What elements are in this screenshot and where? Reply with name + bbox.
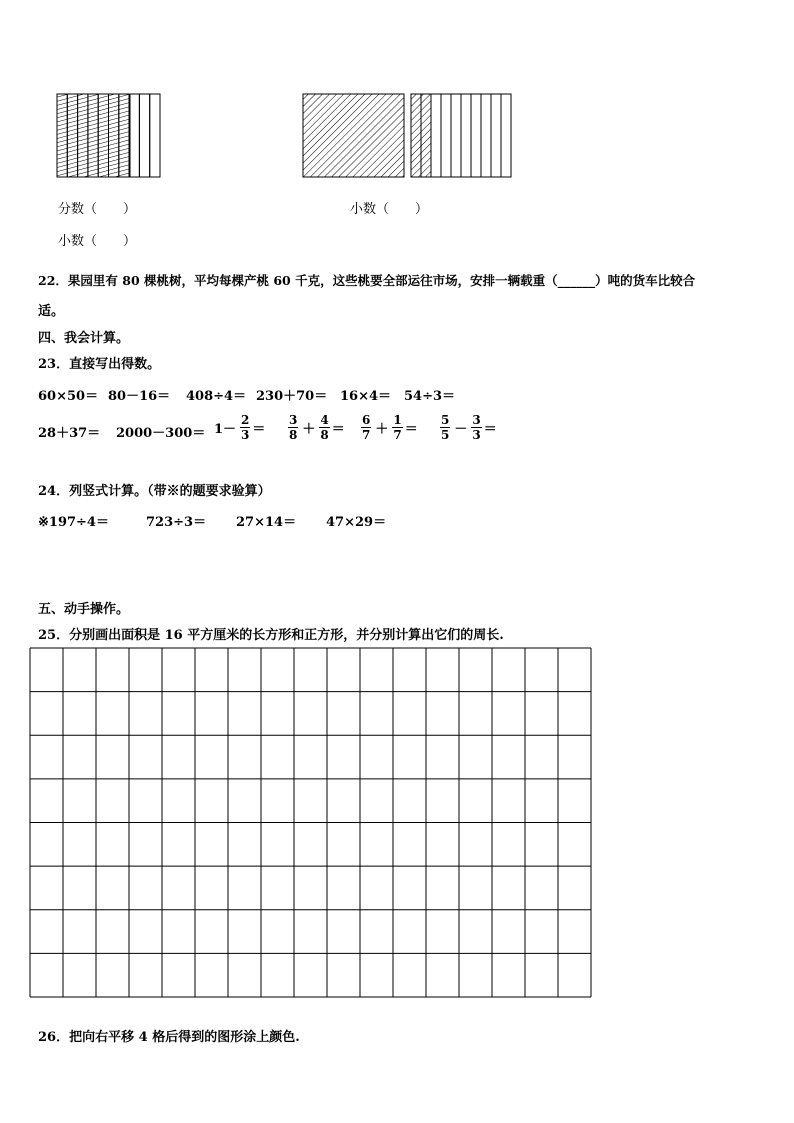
numerator: 3 <box>289 413 298 427</box>
q23-item-4: 230＋70＝ <box>256 389 328 404</box>
left-decimal-label: 小数（ ） <box>58 234 137 249</box>
q24-title: 24．列竖式计算。（带※的题要求验算） <box>38 484 271 499</box>
denominator: 7 <box>393 428 402 442</box>
strip <box>471 94 481 177</box>
q23-item-2: 80－16＝ <box>108 389 171 404</box>
denominator: 8 <box>289 428 298 442</box>
numerator: 6 <box>362 413 371 427</box>
strip <box>431 94 441 177</box>
equals: ＝ <box>483 422 497 437</box>
q24-item-4: 47×29＝ <box>326 515 387 530</box>
grid-lines <box>30 648 591 997</box>
strip <box>491 94 501 177</box>
section5-title: 五、动手操作。 <box>38 602 130 617</box>
strip <box>461 94 471 177</box>
q23-item-6: 54÷3＝ <box>404 389 456 404</box>
strip <box>451 94 461 177</box>
denominator: 7 <box>362 428 371 442</box>
q23-fraction-4 <box>438 413 497 442</box>
q23-fraction-3 <box>359 413 418 442</box>
denominator: 3 <box>472 428 481 442</box>
operator: ＋ <box>302 422 316 437</box>
numerator: 2 <box>241 413 250 427</box>
q24-item-1: ※197÷4＝ <box>38 515 109 530</box>
q25-title: 25．分别画出面积是 16 平方厘米的长方形和正方形，并分别计算出它们的周长. <box>38 628 504 643</box>
right-decimal-label: 小数（ ） <box>350 202 429 217</box>
numerator: 1 <box>393 413 402 427</box>
right-strip-figure <box>410 93 512 179</box>
strip <box>139 94 149 177</box>
q23-item-3: 408÷4＝ <box>186 389 247 404</box>
denominator: 3 <box>241 428 250 442</box>
whole-minus: 1－ <box>214 422 237 437</box>
denominator: 8 <box>320 428 329 442</box>
numerator: 4 <box>320 413 329 427</box>
left-fraction-figure <box>56 93 162 179</box>
q23-item-7: 28＋37＝ <box>38 426 101 441</box>
numerator: 5 <box>441 413 450 427</box>
equals: ＝ <box>252 422 266 437</box>
section4-title: 四、我会计算。 <box>38 331 130 346</box>
left-fraction-label: 分数（ ） <box>58 202 137 217</box>
q22-line1: 22．果园里有 80 棵桃树，平均每棵产桃 60 千克，这些桃要全部运往市场，安排一辆载重（______）吨的货车比较合 <box>38 273 696 288</box>
denominator: 5 <box>441 428 450 442</box>
operator: － <box>454 422 468 437</box>
q24-item-2: 723÷3＝ <box>146 515 207 530</box>
right-whole-square <box>302 93 406 179</box>
strip <box>481 94 491 177</box>
q23-item-5: 16×4＝ <box>340 389 392 404</box>
q23-fraction-2 <box>286 413 345 442</box>
q23-fraction-1 <box>212 413 265 442</box>
shaded-square <box>303 94 404 177</box>
drawing-grid[interactable] <box>29 647 593 999</box>
strip <box>501 94 511 177</box>
strip <box>129 94 139 177</box>
q24-item-3: 27×14＝ <box>236 515 297 530</box>
q22-line2: 适。 <box>38 304 65 319</box>
equals: ＝ <box>331 422 345 437</box>
q23-item-8: 2000－300＝ <box>116 426 206 441</box>
strip <box>150 94 160 177</box>
strip <box>441 94 451 177</box>
q23-title: 23．直接写出得数。 <box>38 357 161 372</box>
equals: ＝ <box>404 422 418 437</box>
operator: ＋ <box>375 422 389 437</box>
numerator: 3 <box>472 413 481 427</box>
q26-title: 26．把向右平移 4 格后得到的图形涂上颜色. <box>38 1030 300 1045</box>
q23-item-1: 60×50＝ <box>38 389 99 404</box>
